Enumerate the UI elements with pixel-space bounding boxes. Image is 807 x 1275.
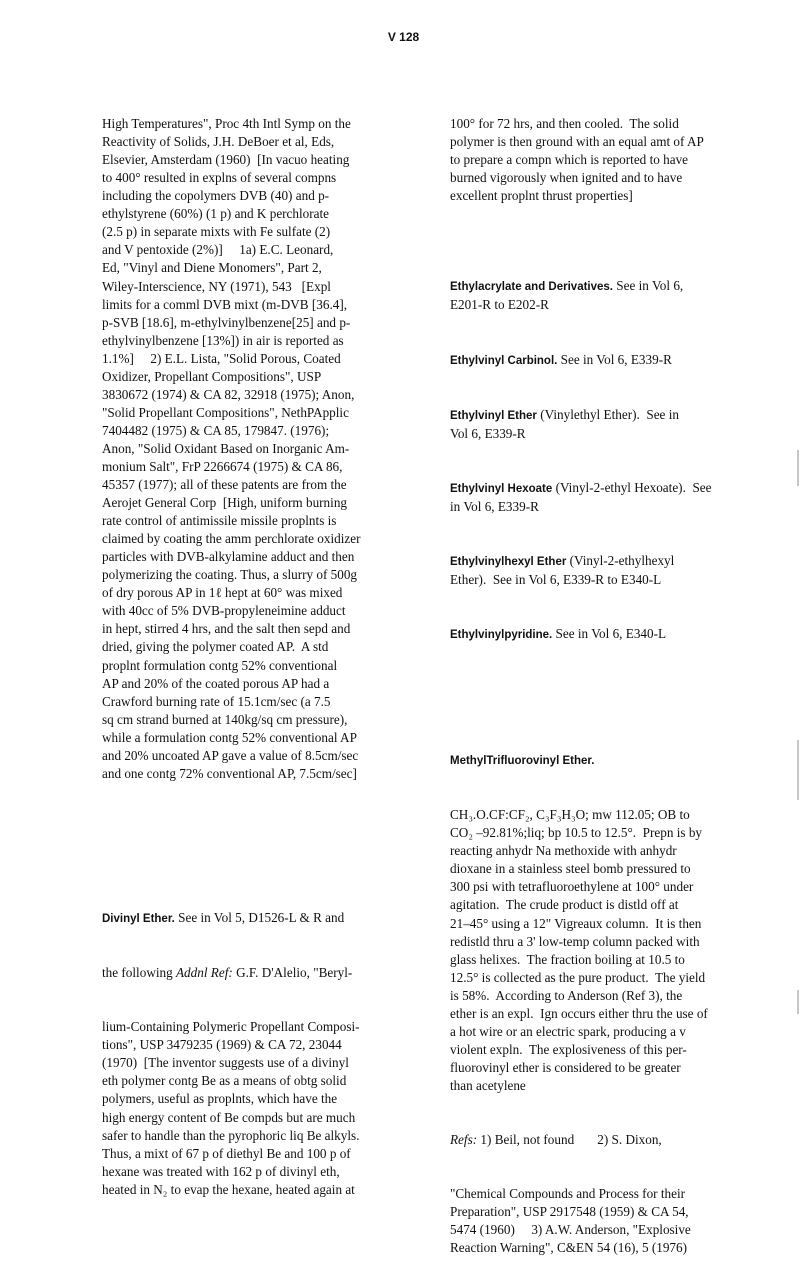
text-line: lium-Containing Polymeric Propellant Composi- [102, 1019, 360, 1035]
entry-heading: Ethylvinylpyridine. [450, 628, 553, 641]
text-line: high energy content of Be compds but are much [102, 1109, 356, 1125]
text-line: proplnt formulation contg 52% conventional [102, 657, 338, 673]
cross-reference-entry [450, 351, 760, 370]
text-line: CO₂ –92.81%;liq; bp 10.5 to 12.5°. Prepn is by [450, 825, 703, 841]
scan-margin-mark [797, 450, 799, 486]
text-line: AP and 20% of the coated porous AP had a [102, 675, 330, 691]
refs-first-line: Refs: 1) Beil, not found 2) S. Dixon, [450, 1132, 662, 1148]
text-line: 21–45° using a 12" Vigreaux column. It is then [450, 915, 702, 931]
text-line: "Chemical Compounds and Process for their [450, 1186, 686, 1202]
entry-heading: Ethylvinyl Hexoate [450, 482, 553, 495]
divinyl-ether-first-line: Divinyl Ether. See in Vol 5, D1526-L & R and [102, 910, 345, 926]
right-column [450, 79, 760, 1275]
text-line: violent expln. The explosiveness of this per- [450, 1041, 687, 1057]
text-line: to 400° resulted in explns of several compns [102, 170, 337, 186]
text-line: hexane was treated with 162 p of divinyl eth, [102, 1163, 340, 1179]
text-line: is 58%. According to Anderson (Ref 3), the [450, 987, 683, 1003]
text-line: 100° for 72 hrs, and then cooled. The solid [450, 116, 679, 132]
text-line: 7404482 (1975) & CA 85, 179847. (1976); [102, 422, 330, 438]
text-line: Ethylvinyl Hexoate (Vinyl-2-ethyl Hexoate). See [450, 479, 712, 495]
text-line: rate control of antimissile missile proplnts is [102, 513, 337, 529]
text-line: in Vol 6, E339-R [450, 498, 539, 514]
entry-heading: Ethylacrylate and Derivatives. [450, 281, 613, 294]
left-paragraph-1 [102, 115, 402, 783]
text-line: heated in N₂ to evap the hexane, heated again at [102, 1181, 355, 1197]
text-line: and V pentoxide (2%)] 1a) E.C. Leonard, [102, 242, 334, 258]
text-line: Ethylvinylpyridine. See in Vol 6, E340-L [450, 625, 667, 641]
text-line: (1970) [The inventor suggests use of a divinyl [102, 1055, 349, 1071]
text-line: Vol 6, E339-R [450, 425, 526, 441]
text-line: dioxane in a stainless steel bomb pressured to [450, 861, 691, 877]
text-line: excellent proplnt thrust properties] [450, 188, 633, 204]
cross-reference-entry [450, 406, 760, 443]
text-line: Oxidizer, Propellant Compositions", USP [102, 368, 322, 384]
text-line: p-SVB [18.6], m-ethylvinylbenzene[25] and p- [102, 314, 351, 330]
right-paragraph-1 [450, 115, 760, 205]
text-line: fluorovinyl ether is considered to be greater [450, 1059, 681, 1075]
cross-reference-entry [450, 552, 760, 589]
text-line: monium Salt", FrP 2266674 (1975) & CA 86, [102, 458, 343, 474]
text-line: in hept, stirred 4 hrs, and the salt then sepd and [102, 621, 351, 637]
text-line: while a formulation contg 52% conventional AP [102, 729, 357, 745]
text-line: Ed, "Vinyl and Diene Monomers", Part 2, [102, 260, 322, 276]
text-line: "Solid Propellant Compositions", NethPApplic [102, 404, 349, 420]
text-line: agitation. The crude product is distld off at [450, 897, 679, 913]
entry-heading: Ethylvinylhexyl Ether [450, 555, 567, 568]
divinyl-ether-heading: Divinyl Ether. [102, 913, 175, 926]
divinyl-ether-second-line: the following Addnl Ref: G.F. D'Alelio, "Beryl- [102, 965, 353, 981]
text-line: Preparation", USP 2917548 (1959) & CA 54, [450, 1204, 689, 1220]
refs-body [450, 1185, 760, 1257]
text-line: polymer is then ground with an equal amt of AP [450, 134, 704, 150]
text-line: Ethylvinyl Ether (Vinylethyl Ether). See in [450, 406, 679, 422]
text-line: CH₃.O.CF:CF₂, C₃F₃H₃O; mw 112.05; OB to [450, 807, 690, 823]
text-line: Thus, a mixt of 67 p of diethyl Be and 100 p of [102, 1145, 351, 1161]
text-line: E201-R to E202-R [450, 297, 549, 313]
text-line: ethylvinylbenzene [13%]) in air is reported as [102, 332, 344, 348]
text-line: with 40cc of 5% DVB-propyleneimine adduct [102, 603, 346, 619]
text-line: 300 psi with tetrafluoroethylene at 100° under [450, 879, 694, 895]
text-line: reacting anhydr Na methoxide with anhydr [450, 843, 677, 859]
cross-reference-entry [450, 479, 760, 516]
text-line: Ethylvinyl Carbinol. See in Vol 6, E339-R [450, 351, 672, 367]
text-line: of dry porous AP in 1ℓ hept at 60° was mixed [102, 585, 343, 601]
text-line: Reaction Warning", C&EN 54 (16), 5 (1976) [450, 1240, 688, 1256]
text-line: redistld thru a 3' low-temp column packed with [450, 933, 700, 949]
methyl-trifluorovinyl-ether-heading: MethylTrifluorovinyl Ether. [450, 755, 595, 768]
refs-label: Refs: [450, 1132, 478, 1148]
cross-reference-entry [450, 625, 760, 644]
text-line: and one contg 72% conventional AP, 7.5cm/sec] [102, 765, 357, 781]
page-number: V 128 [387, 30, 420, 44]
entry-list [450, 241, 760, 643]
text-line: (2.5 p) in separate mixts with Fe sulfate (2) [102, 224, 331, 240]
text-line: sq cm strand burned at 140kg/sq cm pressure), [102, 711, 348, 727]
text-line: Ether). See in Vol 6, E339-R to E340-L [450, 571, 662, 587]
text-line: Elsevier, Amsterdam (1960) [In vacuo heating [102, 152, 350, 168]
scan-margin-mark [797, 990, 799, 1014]
text-line: 45357 (1977); all of these patents are from the [102, 477, 347, 493]
text-line: eth polymer contg Be as a means of obtg solid [102, 1073, 347, 1089]
text-line: glass helixes. The fraction boiling at 10.5 to [450, 951, 685, 967]
text-line: 5474 (1960) 3) A.W. Anderson, "Explosive [450, 1222, 691, 1238]
text-line: 1.1%] 2) E.L. Lista, "Solid Porous, Coated [102, 350, 341, 366]
text-line: ether is an expl. Ign occurs either thru the use of [450, 1005, 708, 1021]
scan-margin-mark [797, 740, 799, 800]
text-line: safer to handle than the pyrophoric liq Be alkyls. [102, 1127, 360, 1143]
text-line: a hot wire or an electric spark, producing a v [450, 1023, 686, 1039]
text-line: tions", USP 3479235 (1969) & CA 72, 23044 [102, 1037, 342, 1053]
text-line: polymers, useful as proplnts, which have the [102, 1091, 338, 1107]
text-line: dried, giving the polymer coated AP. A std [102, 639, 329, 655]
text-line: Crawford burning rate of 15.1cm/sec (a 7.5 [102, 693, 331, 709]
entry-heading: Ethylvinyl Carbinol. [450, 354, 558, 367]
cross-reference-entry [450, 277, 760, 314]
divinyl-ether-body [102, 1018, 402, 1198]
text-line: 12.5° is collected as the pure product. The yield [450, 969, 706, 985]
methyl-trifluorovinyl-ether-body [450, 806, 760, 1095]
text-line: polymerizing the coating. Thus, a slurry of 500g [102, 567, 358, 583]
text-line: particles with DVB-alkylamine adduct and then [102, 549, 355, 565]
text-line: claimed by coating the amm perchlorate oxidizer [102, 531, 361, 547]
text-line: High Temperatures", Proc 4th Intl Symp on the [102, 116, 351, 132]
text-line: 3830672 (1974) & CA 82, 32918 (1975); Anon, [102, 386, 355, 402]
text-line: Anon, "Solid Oxidant Based on Inorganic Am- [102, 440, 350, 456]
entry-heading: Ethylvinyl Ether [450, 409, 537, 422]
text-line: Aerojet General Corp [High, uniform burning [102, 495, 348, 511]
text-line: including the copolymers DVB (40) and p- [102, 188, 330, 204]
text-line: Reactivity of Solids, J.H. DeBoer et al, Eds, [102, 134, 335, 150]
text-line: and 20% uncoated AP gave a value of 8.5cm/sec [102, 747, 359, 763]
text-line: limits for a comml DVB mixt (m-DVB [36.4], [102, 296, 348, 312]
text-line: Ethylacrylate and Derivatives. See in Vol 6, [450, 278, 684, 294]
text-line: ethylstyrene (60%) (1 p) and K perchlorate [102, 206, 330, 222]
text-line: than acetylene [450, 1077, 526, 1093]
text-line: to prepare a compn which is reported to have [450, 152, 689, 168]
text-line: Wiley-Interscience, NY (1971), 543 [Expl [102, 278, 331, 294]
left-column [102, 79, 402, 1217]
text-line: Ethylvinylhexyl Ether (Vinyl-2-ethylhexyl [450, 552, 675, 568]
text-line: burned vigorously when ignited and to have [450, 170, 683, 186]
